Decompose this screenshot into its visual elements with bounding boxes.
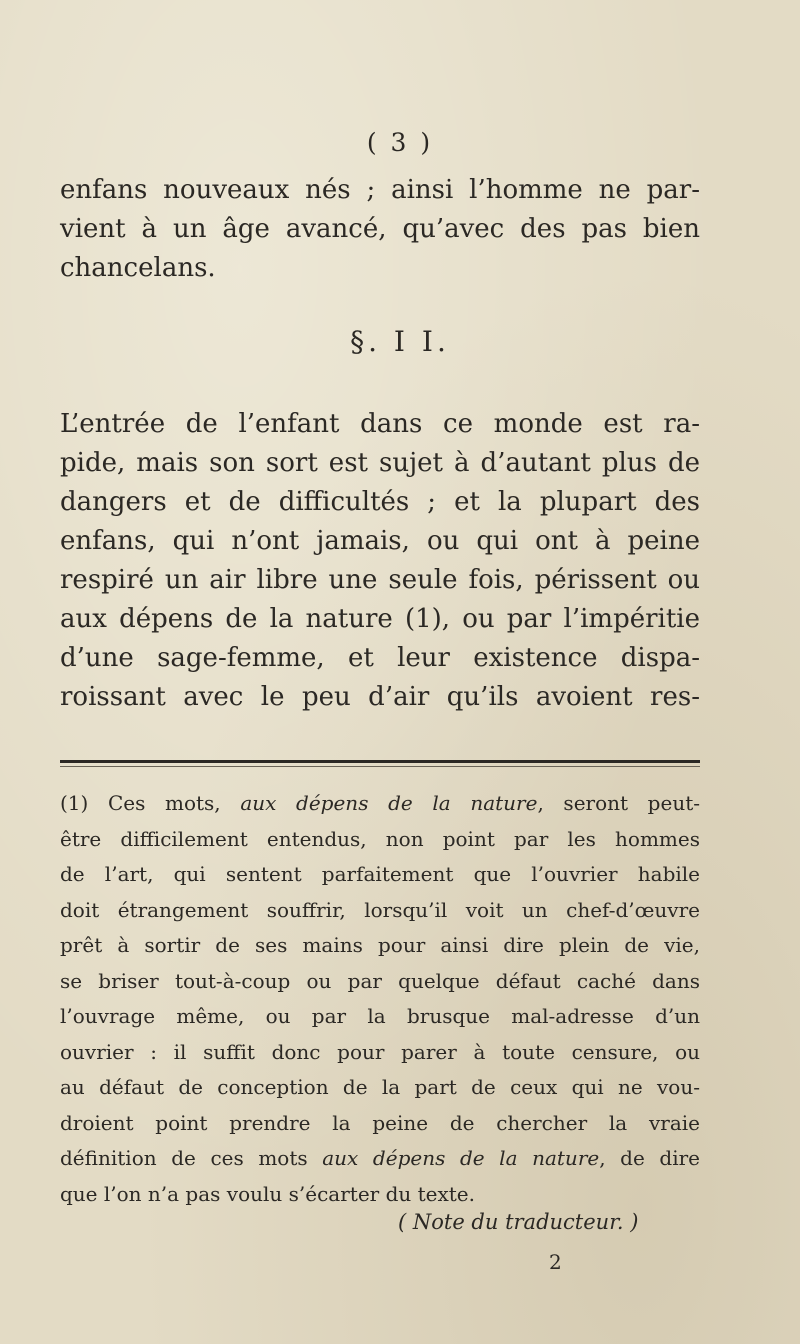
footnote-line: prêt à sortir de ses mains pour ainsi dire plein de vie,	[60, 933, 700, 957]
footnote-line	[60, 786, 700, 822]
footnote-line: l’ouvrage même, ou par la brusque mal-adresse d’un	[60, 1004, 700, 1028]
footnote-text: , seront peut-	[537, 791, 700, 815]
footnote-line: être difficilement entendus, non point par les hommes	[60, 826, 700, 851]
text-line: vient à un âge avancé, qu’avec des pas bien	[60, 214, 700, 244]
text-line: pide, mais son sort est sujet à d’autant plus de	[60, 448, 700, 478]
footnote-text: , de dire	[599, 1146, 701, 1170]
text-line: respiré un air libre une seule fois, périssent ou	[60, 565, 700, 595]
footnote-text: (1) Ces mots,	[60, 791, 241, 815]
paragraph-continuation	[60, 171, 700, 288]
note-attribution: ( Note du traducteur. )	[398, 1210, 639, 1234]
footnote-line: que l’on n’a pas voulu s’écarter du texte.	[60, 1181, 475, 1206]
footnote-text: définition de ces mots	[60, 1146, 323, 1170]
text-line: enfans, qui n’ont jamais, ou qui ont à peine	[60, 526, 700, 556]
paragraph-main	[60, 405, 700, 717]
footnote-line	[60, 1141, 700, 1177]
text-line: enfans nouveaux nés ; ainsi l’homme ne par-	[60, 175, 700, 205]
sheet-signature: 2	[549, 1250, 562, 1274]
footnote-line: doit étrangement souffrir, lorsqu’il voit un chef-d’œuvre	[60, 897, 700, 922]
page-number: ( 3 )	[366, 128, 434, 157]
text-line: aux dépens de la nature (1), ou par l’impéritie	[60, 604, 700, 634]
footnote-line: au défaut de conception de la part de ceux qui ne vou-	[60, 1075, 700, 1099]
footnote-line: ouvrier : il suffit donc pour parer à toute censure, ou	[60, 1039, 700, 1064]
section-heading: §. I I.	[350, 325, 450, 358]
footnote-divider	[60, 760, 700, 763]
text-line: roissant avec le peu d’air qu’ils avoient res-	[60, 682, 700, 712]
text-line: L’entrée de l’enfant dans ce monde est ra-	[60, 409, 700, 439]
footnote-line: se briser tout-à-coup ou par quelque défaut caché dans	[60, 968, 700, 993]
footnote-italic-phrase: aux dépens de la nature	[240, 791, 538, 815]
text-line: dangers et de difficultés ; et la plupart des	[60, 487, 700, 517]
text-line: chancelans.	[60, 253, 216, 283]
footnote-italic-phrase: aux dépens de la nature	[322, 1146, 600, 1170]
footnote-line: de l’art, qui sentent parfaitement que l’ouvrier habile	[60, 862, 700, 886]
text-line: d’une sage-femme, et leur existence dispa-	[60, 643, 700, 673]
footnote	[60, 786, 700, 1212]
footnote-line: droient point prendre la peine de chercher la vraie	[60, 1110, 700, 1135]
footnote-divider-thin	[60, 766, 700, 767]
